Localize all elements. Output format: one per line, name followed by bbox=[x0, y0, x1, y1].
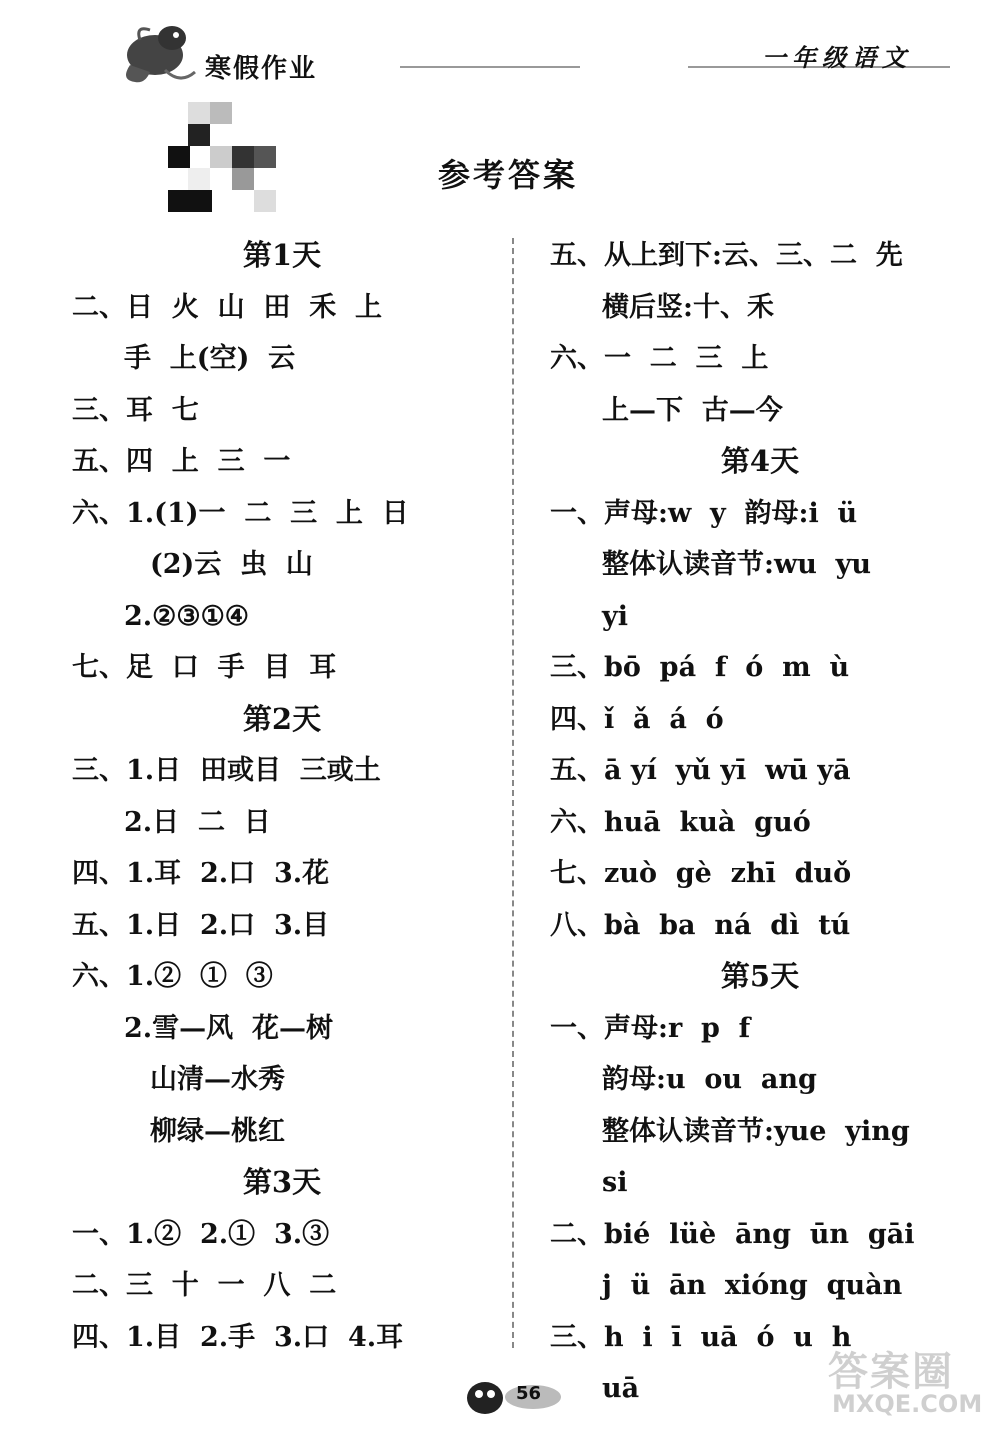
answer-line: uā bbox=[602, 1373, 640, 1404]
header-left-title: 寒假作业 bbox=[205, 54, 318, 84]
answer-line: si bbox=[602, 1167, 628, 1198]
answer-line: 七、zuò gè zhī duǒ bbox=[550, 858, 852, 889]
answer-line: 二、三 十 一 八 二 bbox=[72, 1270, 337, 1301]
answer-line: 三、耳 七 bbox=[72, 394, 199, 426]
section-heading: 第1天 bbox=[242, 238, 322, 272]
answer-line: 五、1.日 2.口 3.目 bbox=[72, 909, 330, 941]
answer-line: 二、bié lüè āng ūn gāi bbox=[550, 1218, 915, 1250]
answer-line: 三、bō pá f ó m ù bbox=[550, 652, 850, 683]
answer-line: 六、huā kuà guó bbox=[550, 806, 811, 838]
answer-line: 五、四 上 三 一 bbox=[72, 446, 291, 477]
answer-line: 整体认读音节:wu yu bbox=[602, 549, 871, 580]
watermark-url: MXQE.COM bbox=[832, 1390, 983, 1418]
answer-line: yi bbox=[602, 600, 628, 632]
header-right-title: 一年级语文 bbox=[762, 43, 912, 72]
left-answer-column bbox=[72, 230, 492, 1363]
watermark bbox=[828, 1340, 988, 1425]
section-heading: 第4天 bbox=[720, 444, 800, 478]
answer-line: 五、ā yí yǔ yī wū yā bbox=[550, 755, 851, 786]
answer-line: 2.②③①④ bbox=[124, 600, 250, 632]
answer-line: 八、bà ba ná dì tú bbox=[550, 909, 851, 941]
answer-line: 手 上(空) 云 bbox=[124, 343, 296, 374]
mascot-icon bbox=[455, 1370, 565, 1420]
answer-line: 一、声母:w y 韵母:i ü bbox=[550, 497, 858, 529]
answer-line: 五、从上到下:云、三、二 先 bbox=[550, 240, 903, 271]
answer-line: 四、ǐ ǎ á ó bbox=[550, 703, 724, 735]
answer-line: 六、一 二 三 上 bbox=[550, 343, 769, 374]
answer-line: 三、1.日 田或目 三或土 bbox=[72, 755, 381, 786]
answer-line: 四、1.耳 2.口 3.花 bbox=[72, 858, 330, 889]
answer-line: 整体认读音节:yue ying bbox=[602, 1115, 910, 1147]
answer-line: 2.日 二 日 bbox=[124, 806, 271, 838]
dragon-illustration bbox=[110, 10, 210, 90]
answer-line: 六、1.② ① ③ bbox=[72, 961, 273, 992]
answer-line: 七、足 口 手 目 耳 bbox=[72, 652, 337, 683]
answer-line: 柳绿—桃红 bbox=[150, 1115, 285, 1147]
section-heading: 第2天 bbox=[242, 701, 322, 736]
section-heading: 第5天 bbox=[720, 959, 800, 993]
answer-line: (2)云 虫 山 bbox=[150, 549, 313, 580]
answer-line: 三、h i ī uā ó u h bbox=[550, 1321, 852, 1353]
page-number: 56 bbox=[516, 1383, 542, 1404]
answer-line: 一、声母:r p f bbox=[550, 1012, 751, 1044]
answer-line: 二、日 火 山 田 禾 上 bbox=[72, 291, 382, 323]
answer-line: 六、1.(1)一 二 三 上 日 bbox=[72, 497, 409, 529]
answer-line: 山清—水秀 bbox=[150, 1064, 285, 1095]
answer-line: 四、1.目 2.手 3.口 4.耳 bbox=[72, 1321, 404, 1353]
answer-line: 韵母:u ou ang bbox=[602, 1064, 817, 1095]
mosaic-pixelation bbox=[168, 102, 278, 212]
page-title: 参考答案 bbox=[438, 156, 579, 194]
answer-line: j ü ān xióng quàn bbox=[602, 1270, 903, 1301]
column-divider bbox=[512, 238, 514, 1348]
answer-line: 横后竖:十、禾 bbox=[602, 291, 774, 323]
watermark-text: 答案圈 bbox=[828, 1348, 954, 1395]
answer-line: 上—下 古—今 bbox=[602, 394, 783, 426]
section-heading: 第3天 bbox=[242, 1165, 322, 1199]
answer-line: 2.雪—风 花—树 bbox=[124, 1012, 333, 1044]
header-rule-left bbox=[400, 66, 580, 68]
right-answer-column bbox=[550, 230, 970, 1415]
answer-line: 一、1.② 2.① 3.③ bbox=[72, 1218, 330, 1250]
